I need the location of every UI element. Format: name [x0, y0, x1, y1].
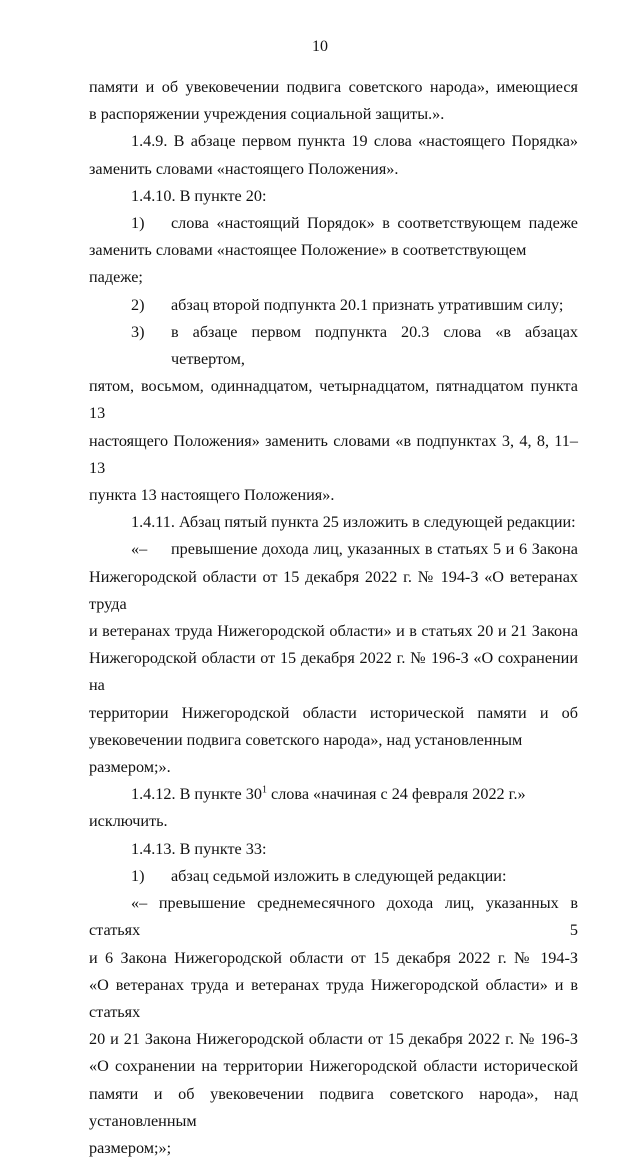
clause-1-4-12 — [89, 781, 578, 835]
text-line: пункта 13 настоящего Положения». — [89, 486, 335, 505]
list-item-number: 3) — [131, 322, 145, 341]
document-body — [89, 74, 578, 1162]
list-item-number: 2) — [131, 295, 145, 314]
superscript: 1 — [261, 784, 267, 796]
text-line: абзац второй подпункта 20.1 признать утратившим силу; — [171, 295, 564, 314]
text-line: пятом, восьмом, одиннадцатом, четырнадцатом, пятнадцатом пункта 13 — [89, 377, 578, 423]
list-item-number: 1) — [131, 866, 145, 885]
text-line: и ветеранах труда Нижегородской области» и в статьях 20 и 21 Закона — [89, 622, 578, 641]
text-line: в распоряжении учреждения социальной защиты.». — [89, 105, 445, 124]
quoted-item — [89, 536, 578, 563]
list-item-number: 1) — [131, 214, 145, 233]
text-line: превышение дохода лиц, указанных в статьях 5 и 6 Закона — [171, 540, 578, 559]
clause-1-4-9: 1.4.9. В абзаце первом пункта 19 слова «настоящего Порядка» — [131, 132, 578, 151]
text-line: увековечении подвига советского народа», над установленным размером;». — [89, 730, 523, 777]
text-line: и 6 Закона Нижегородской области от 15 декабря 2022 г. № 194-З — [89, 948, 578, 967]
text-line: «О сохранении на территории Нижегородской области исторической — [89, 1057, 578, 1076]
text-line: Нижегородской области от 15 декабря 2022 г. № 194-З «О ветеранах труда — [89, 567, 578, 613]
text-line: 20 и 21 Закона Нижегородской области от 15 декабря 2022 г. № 196-З — [89, 1030, 578, 1049]
list-item — [89, 292, 578, 319]
text-line: «О ветеранах труда и ветеранах труда Нижегородской области» и в статьях — [89, 975, 578, 1021]
text-span: 1.4.12. В пункте 30 — [131, 785, 262, 804]
text-line: Нижегородской области от 15 декабря 2022 г. № 196-З «О сохранении на — [89, 649, 578, 695]
text-line: слова «настоящий Порядок» в соответствующем падеже — [171, 214, 578, 233]
clause-1-4-11: 1.4.11. Абзац пятый пункта 25 изложить в следующей редакции: — [131, 513, 576, 532]
page-number: 10 — [312, 38, 328, 55]
text-line: заменить словами «настоящего Положения». — [89, 159, 399, 178]
list-item — [89, 863, 578, 890]
text-line: «– превышение среднемесячного дохода лиц, указанных в статьях 5 — [89, 894, 578, 940]
clause-1-4-13: 1.4.13. В пункте 33: — [131, 839, 267, 858]
text-line: памяти и об увековечении подвига советского народа», над установленным — [89, 1084, 578, 1130]
clause-1-4-10: 1.4.10. В пункте 20: — [131, 186, 267, 205]
quote-dash: «– — [131, 540, 148, 559]
text-line: абзац седьмой изложить в следующей редакции: — [171, 866, 507, 885]
text-line: территории Нижегородской области исторической памяти и об — [89, 703, 578, 722]
list-item — [89, 210, 578, 237]
text-line: размером;»; — [89, 1138, 172, 1157]
text-line: в абзаце первом подпункта 20.3 слова «в абзацах четвертом, — [171, 322, 578, 369]
list-item — [89, 319, 578, 373]
text-span: слова «начиная с 24 февраля 2022 г.» исключить. — [89, 785, 526, 831]
text-line: настоящего Положения» заменить словами «в подпунктах 3, 4, 8, 11–13 — [89, 431, 578, 477]
text-line: заменить словами «настоящее Положение» в соответствующем падеже; — [89, 241, 527, 287]
text-line: памяти и об увековечении подвига советского народа», имеющиеся — [89, 78, 578, 96]
